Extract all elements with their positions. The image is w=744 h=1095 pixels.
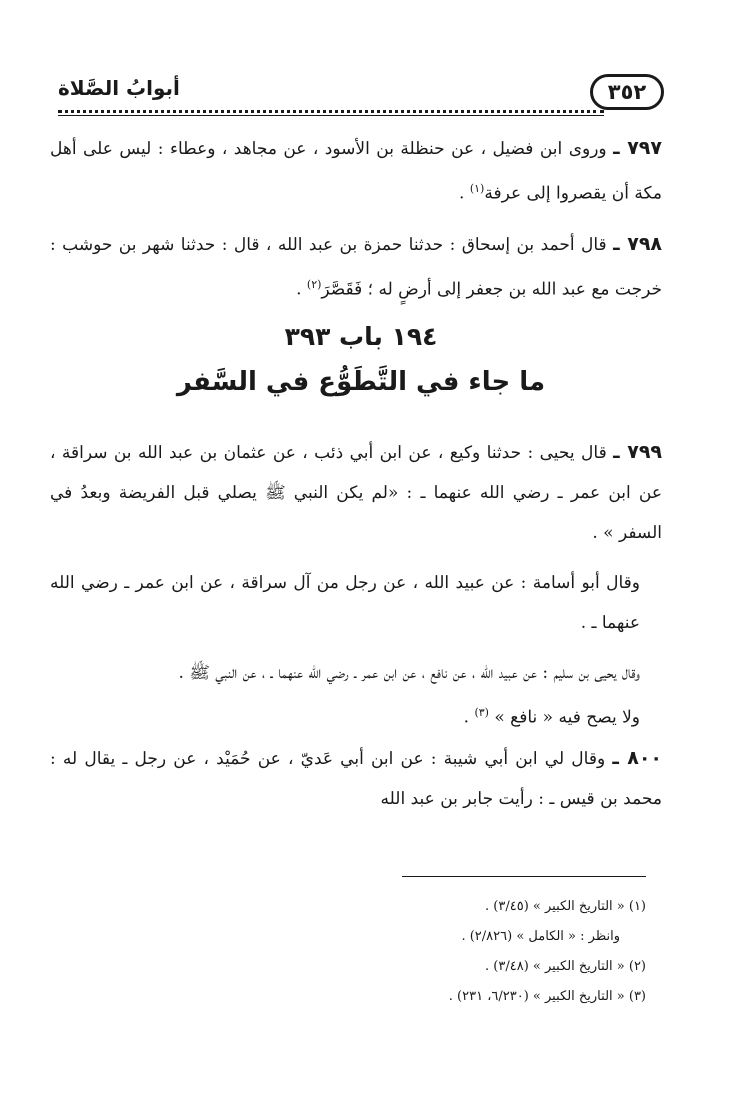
footnote-ref: (٣) [474,706,489,719]
hadith-799 [50,432,662,553]
hadith-text: وقال لي ابن أبي شيبة : عن ابن أبي عَديّ ، عن حُمَيْد ، عن رجل ـ يقال له : محمد بن قيس ـ : رأيت جابر بن عبد الله [50,748,662,809]
hadith-text: قال أحمد بن إسحاق : حدثنا حمزة بن عبد الله ، قال : حدثنا شهر بن حوشب : خرجت مع عبد الله بن جعفر إلى أرضٍ له ؛ فَقَصَّرَ [50,234,662,300]
hadith-number: ٧٩٧ ـ [613,137,662,159]
chapter-heading [58,316,664,406]
footnote-1: (١) « التاريخ الكبير » (٣/٤٥) . [485,899,646,914]
page-header [58,72,664,116]
footnote-2: (٢) « التاريخ الكبير » (٣/٤٨) . [485,959,646,974]
narration-text: وقال أبو أسامة : عن عبيد الله ، عن رجل من آل سراقة ، عن ابن عمر ـ رضي الله عنهما ـ . [50,573,640,633]
hadith-800 [50,738,662,819]
narration-text: وقال يحيى بن سليم : عن عبيد الله ، عن نافع ، عن ابن عمر ـ رضي الله عنهما ـ ، عن النبي ﷺ . [178,663,640,683]
footnote-ref: (٢) [306,277,322,291]
narration-yahya [50,653,662,693]
chapter-number: ١٩٤ باب ٣٩٣ [284,322,438,351]
main-text-block [50,432,662,819]
footnote-rule [402,876,646,877]
top-text-block [50,128,662,309]
footnotes [300,892,646,1012]
footnote-1-continued: وانظر : « الكامل » (٢/٨٢٦) . [461,929,620,944]
page-number: ٣٥٢ [590,74,664,110]
hadith-text: قال يحيى : حدثنا وكيع ، عن ابن أبي ذئب ، عن عثمان بن عبد الله بن سراقة ، عن ابن عمر ـ رضي الله عنهما ـ : «لم يكن النبي ﷺ يصلي قبل الفريضة وبعدُ في السفر » . [50,443,662,543]
hadith-text: وروى ابن فضيل ، عن حنظلة بن الأسود ، عن مجاهد ، وعطاء : ليس على أهل مكة أن يقصروا إلى عرفة [50,139,662,204]
running-title: أبوابُ الصَّلاة [58,76,180,100]
narration-end: . [463,707,475,728]
footnote-3: (٣) « التاريخ الكبير » (٦/٢٣٠، ٢٣١) . [448,989,646,1004]
hadith-798 [50,224,662,310]
header-rule [58,115,604,116]
hadith-number: ٨٠٠ ـ [612,746,663,769]
chapter-title: ما جاء في التَّطَوُّع في السَّفر [176,367,546,397]
hadith-797 [50,128,662,214]
hadith-end: . [459,183,470,204]
hadith-number: ٧٩٩ ـ [613,441,663,463]
narration-nafi [50,693,662,738]
hadith-number: ٧٩٨ ـ [613,232,663,255]
narration-text: ولا يصح فيه « نافع » [488,707,640,728]
narration-abu-usama [50,563,662,643]
header-dotted-rule [58,110,604,113]
hadith-end: . [296,279,307,300]
footnote-ref: (١) [469,182,485,195]
